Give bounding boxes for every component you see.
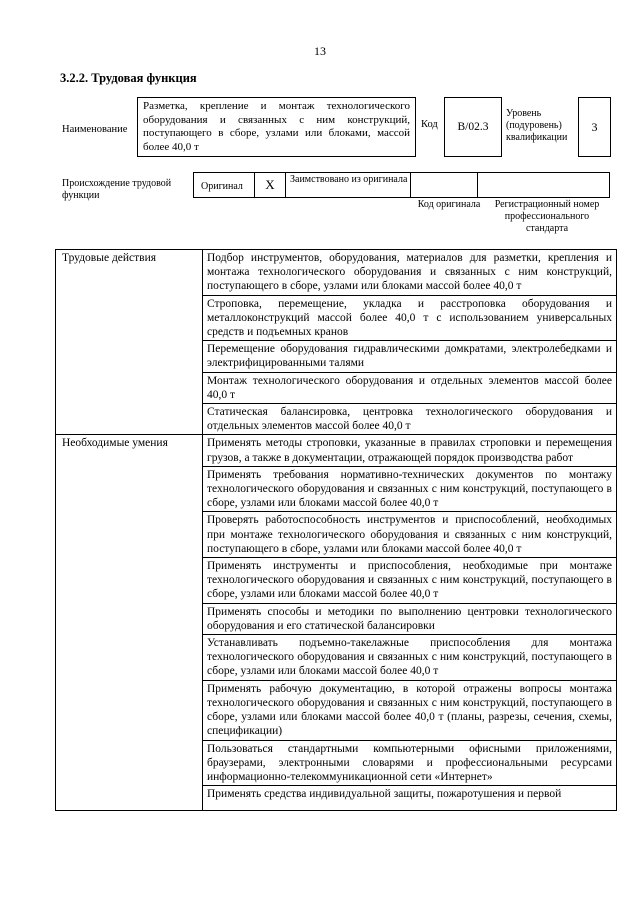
skill-item: Применять способы и методики по выполнению центровки технологического оборудования и его статической балансировки <box>203 603 617 634</box>
skill-item: Устанавливать подъемно-такелажные приспособления для монтажа технологического оборудования и связанных с ним конструкций, поступающего в сборе, узлами или блоками массой более 40,0 т <box>203 635 617 681</box>
original-code-cell <box>410 172 478 198</box>
original-label: Оригинал <box>201 181 243 192</box>
skill-item: Применять требования нормативно-технических документов по монтажу технологического оборудования и связанных с ним конструкций, поступающего в сборе, узлами или блоками массой более 40,0 т <box>203 466 617 512</box>
code-label: Код <box>421 119 438 130</box>
function-name-box: Разметка, крепление и монтаж технологического оборудования и связанных с ним конструкций, поступающего в сборе, узлами или блоками, массой более 40,0 т <box>137 97 416 157</box>
skill-item: Применять средства индивидуальной защиты, пожаротушения и первой <box>203 786 617 811</box>
borrowed-cell <box>285 172 411 198</box>
skill-item: Применять методы строповки, указанные в правилах строповки и перемещения грузов, а также в документации, отражающей порядок производства работ <box>203 435 617 466</box>
skill-item: Применять инструменты и приспособления, необходимые при монтаже технологического оборудования и связанных с ним конструкций, поступающего в сборе, узлами или блоками массой более 40,0 т <box>203 558 617 604</box>
table-row <box>56 250 617 296</box>
skill-item: Пользоваться стандартными компьютерными офисными приложениями, браузерами, электронными словарями и профессиональными ресурсами информационно-телекоммуникационной сети «Интернет» <box>203 740 617 786</box>
labor-actions-label: Трудовые действия <box>56 250 203 435</box>
level-label: Уровень (подуровень) квалификации <box>506 108 568 143</box>
labor-action-item: Статическая балансировка, центровка технологического оборудования и отдельных элементов массой более 40,0 т <box>203 404 617 435</box>
table-row <box>56 435 617 466</box>
skill-item: Применять рабочую документацию, в которой отражены вопросы монтажа технологического оборудования и связанных с ним конструкций, поступающего в сборе, узлами или блоками массой более 40,0 т (планы, разрезы, сечения, схемы, спецификации) <box>203 680 617 740</box>
labor-action-item: Перемещение оборудования гидравлическими домкратами, электролебедками и электрифицированными талями <box>203 341 617 372</box>
reg-number-label: Регистрационный номер профессионального стандарта <box>494 199 600 234</box>
origin-label: Происхождение трудовой функции <box>62 178 172 201</box>
code-value-box: B/02.3 <box>444 97 502 157</box>
original-mark: X <box>265 177 275 192</box>
name-label: Наименование <box>62 124 128 135</box>
reg-number-cell <box>477 172 610 198</box>
labor-action-item: Строповка, перемещение, укладка и расстроповка оборудования и металлоконструкций массой более 40,0 т с использованием универсальных средств и подъемных кранов <box>203 295 617 341</box>
code-of-original-label: Код оригинала <box>417 199 481 210</box>
origin-row <box>194 172 610 198</box>
section-title: 3.2.2. Трудовая функция <box>60 71 197 85</box>
level-value-box: 3 <box>578 97 611 157</box>
skill-item: Проверять работоспособность инструментов и приспособлений, необходимых при монтаже технологического оборудования и связанных с ним конструкций, поступающего в сборе, узлами или блоками массой более 40,0 т <box>203 512 617 558</box>
labor-action-item: Монтаж технологического оборудования и отдельных элементов массой более 40,0 т <box>203 372 617 403</box>
function-table <box>55 249 617 811</box>
labor-action-item: Подбор инструментов, оборудования, материалов для разметки, крепления и монтажа технологического оборудования и связанных с ним конструкций, поступающего в сборе, узлами или блоками массой более 40,0 т <box>203 250 617 296</box>
borrowed-label: Заимствовано из оригинала <box>290 174 408 185</box>
page-number: 13 <box>314 44 326 58</box>
original-cell <box>193 172 255 198</box>
original-mark-cell <box>254 172 286 198</box>
skills-label: Необходимые умения <box>56 435 203 811</box>
